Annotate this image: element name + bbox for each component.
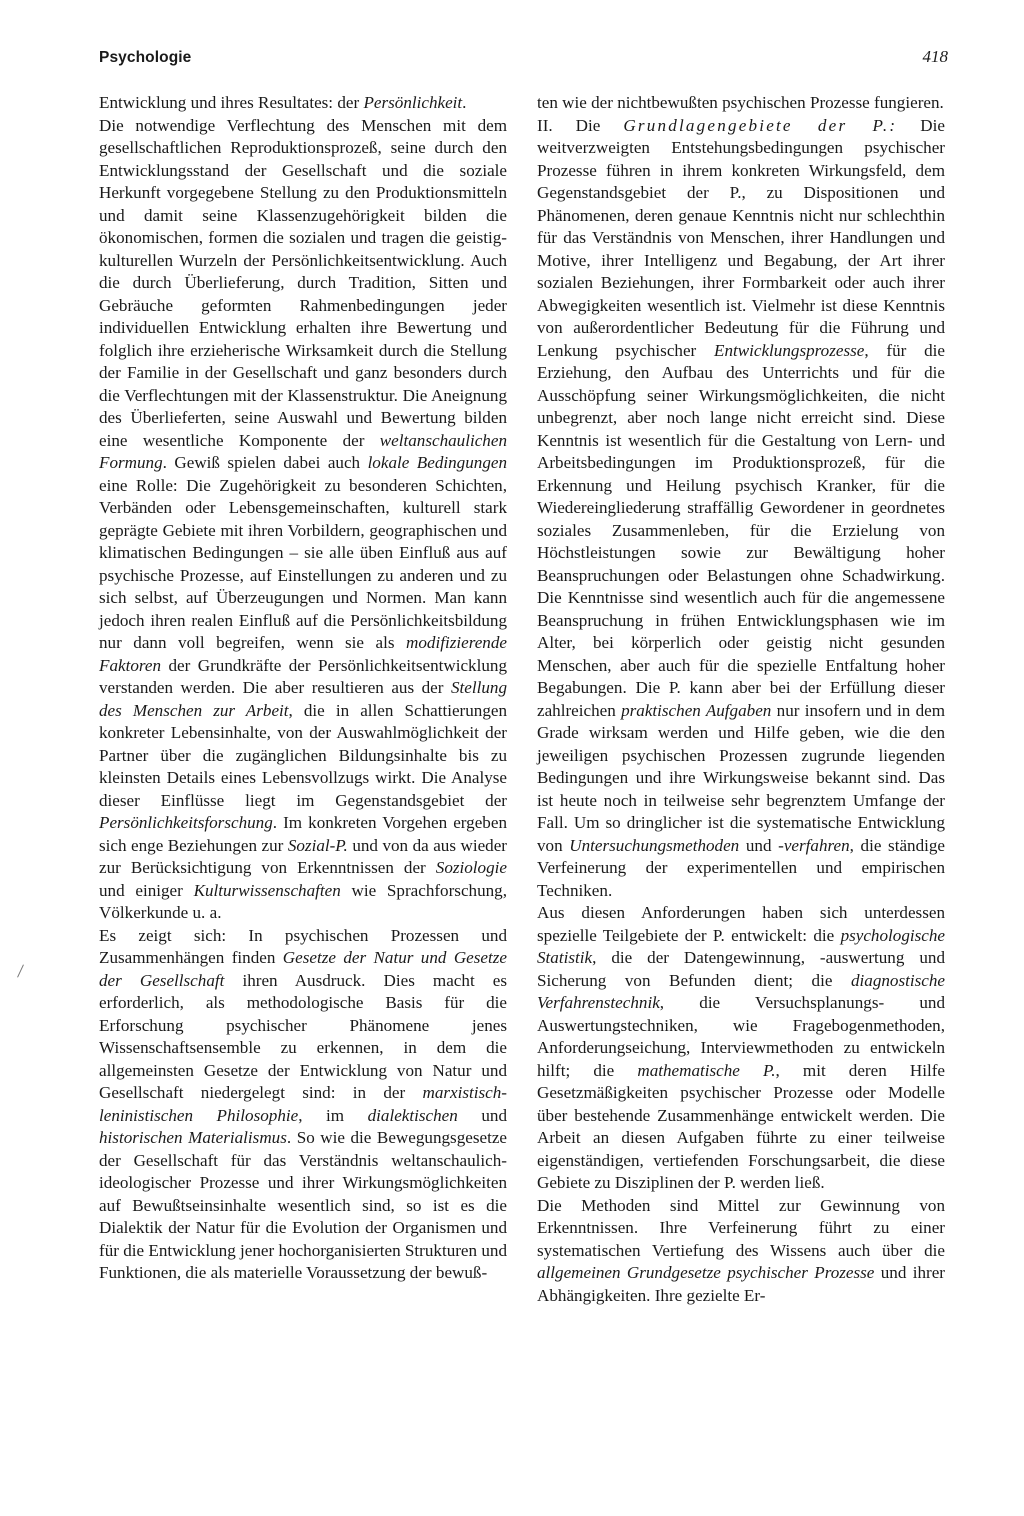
paragraph: Entwicklung und ihres Resultates: der Persönlichkeit.: [99, 93, 467, 112]
paragraph: Es zeigt sich: In psychischen Prozessen und Zusammenhängen finden Gesetze der Natur und Gesetze der Gesellschaft ihren Ausdruck. Dies macht es erforderlich, als methodologische Basis für die Erforschung psychischer Phänomene jenes Wissenschaftsensemble zu erkennen, in dem die allgemeinsten Gesetze der Entwicklung von Natur und Gesellschaft niedergelegt sind: in der marxistisch-leninistischen Philosophie, im dialektischen und historischen Materialismus. So wie die Bewegungsgesetze der Gesellschaft für das Verständnis weltanschaulich-ideologischer Prozesse und ihrer Wirkungsmöglichkeiten auf Bewußtseinsinhalte wesentlich sind, so ist es die Dialektik der Natur für die Evolution der Organismen und für die Entwicklung jener hochorganisierten Strukturen und Funktionen, die als materielle Voraussetzung der bewuß-: [99, 925, 508, 1282]
paragraph: Die Methoden sind Mittel zur Gewinnung von Erkenntnissen. Ihre Verfeinerung führt zu einer systematischen Vertiefung des Wissens auch über die allgemeinen Grundgesetze psychischer Prozesse und ihrer Abhängigkeiten. Ihre gezielte Er-: [537, 1195, 945, 1305]
paragraph: Aus diesen Anforderungen haben sich unterdessen spezielle Teilgebiete der P. entwickelt: die psychologische Statistik, die der Datengewinnung, -auswertung und Sicherung von Befunden dient; die diagnostische Verfahrenstechnik, die Versuchsplanungs- und Auswertungstechniken, wie Fragebogenmethoden, Anforderungseichung, Interviewmethoden zu entwickeln hilft; die mathematische P., mit deren Hilfe Gesetzmäßigkeiten psychischer Prozesse oder Modelle über bestehende Zusammenhänge entwickelt werden. Die Arbeit an diesen Aufgaben führte zu einer teilweise eigenständigen, vertiefenden Forschungsarbeit, die diese Gebiete zu Disziplinen der P. werden ließ.: [537, 903, 945, 1192]
left-column: [99, 92, 507, 1285]
page-number: 418: [922, 47, 948, 66]
right-column: [537, 92, 945, 1307]
running-header-title: Psychologie: [99, 49, 192, 66]
paragraph: Die notwendige Verflechtung des Menschen mit dem gesellschaftlichen Reproduktionsprozeß, seine durch den Entwicklungsstand der Gesellschaft und die soziale Herkunft vorgegebene Stellung zu den Produktionsmitteln und damit seine Klassenzugehörigkeit bilden die ökonomischen, formen die sozialen und tragen die geistig-kulturellen Wurzeln der Persönlichkeitsentwicklung. Auch die durch Überlieferung, durch Tradition, Sitten und Gebräuche geformten Rahmenbedingungen jeder individuellen Entwicklung erhalten ihre Bewertung und folglich ihre erzieherische Wirksamkeit durch die Stellung der Familie in der Gesellschaft und ganz besonders durch die Verflechtungen mit der Klassenstruktur. Die Aneignung des Überlieferten, seine Auswahl und Bewertung bilden eine wesentliche Komponente der weltanschaulichen Formung. Gewiß spielen dabei auch lokale Bedingungen eine Rolle: Die Zugehörigkeit zu besonderen Schichten, Verbänden oder Lebensgemeinschaften, kulturell stark geprägte Gebiete mit ihren Vorbildern, geographischen und klimatischen Bedingungen – sie alle üben Einfluß aus auf psychische Prozesse, auf Einstellungen zu anderen und zu sich selbst, auf Überzeugungen und Normen. Man kann jedoch ihren realen Einfluß auf die Persönlichkeitsbildung nur dann voll begreifen, wenn sie als modifizierende Faktoren der Grundkräfte der Persönlichkeitsentwicklung verstanden werden. Die aber resultieren aus der Stellung des Menschen zur Arbeit, die in allen Schattierungen konkreter Lebensinhalte, von der Auswahlmöglichkeit der Partner über die zugänglichen Bildungsinhalte bis zu kleinsten Details eines Lebensvollzugs wirkt. Die Analyse dieser Einflüsse liegt im Gegenstandsgebiet der Persönlichkeitsforschung. Im konkreten Vorgehen ergeben sich enge Beziehungen zur Sozial-P. und von da aus wieder zur Berücksichtigung von Erkenntnissen der Soziologie und einiger Kulturwissenschaften wie Sprachforschung, Völkerkunde u. a.: [99, 115, 508, 922]
paragraph: II. Die Grundlagengebiete der P.: Die weitverzweigten Entstehungsbedingungen psychischer Prozesse führen in ihrem konkreten Wirkungsfeld, dem Gegenstandsgebiet der P., zu Dispositionen und Phänomenen, deren genaue Kenntnis nicht nur schlechthin für das Verständnis von Menschen, ihrer Handlungen und Motive, ihrer Intelligenz und Begabung, der Art ihrer sozialen Beziehungen, ihrer Formbarkeit oder auch ihrer Abwegigkeiten wesentlich ist. Vielmehr ist diese Kenntnis von außerordentlicher Bedeutung für die Führung und Lenkung psychischer Entwicklungsprozesse, für die Erziehung, den Aufbau des Unterrichts und für die Ausschöpfung seiner Wirkungsmöglichkeiten, die nicht unbegrenzt, aber noch lange nicht erreicht sind. Diese Kenntnis ist wesentlich für die Gestaltung von Lern- und Arbeitsbedingungen im Produktionsprozeß, für die Erkennung und Heilung psychisch Kranker, für die Wiedereingliederung straffällig Gewordener in geordnetes soziales Zusammenleben, für die Erzielung von Höchstleistungen sowie zur Bewältigung hoher Beanspruchungen oder Belastungen ohne Schadwirkung. Die Kenntnisse sind wesentlich auch für die angemessene Beanspruchung in frühen Entwicklungsphasen wie im Alter, bei körperlich oder geistig nicht gesunden Menschen, aber auch für die spezielle Entfaltung hoher Begabungen. Die P. kann aber bei der Erfüllung dieser zahlreichen praktischen Aufgaben nur insofern und in dem Grade wirksam werden und Hilfe geben, wie die den jeweiligen psychischen Prozessen zugrunde liegenden Bedingungen und ihre Wirkungsweise bekannt sind. Das ist heute noch in teilweise sehr begrenztem Umfange der Fall. Um so dringlicher ist die systematische Entwicklung von Untersuchungsmethoden und -verfahren, die ständige Verfeinerung der experimentellen und empirischen Techniken.: [537, 115, 946, 900]
paragraph: ten wie der nichtbewußten psychischen Prozesse fungieren.: [537, 93, 944, 112]
margin-mark: [17, 964, 24, 977]
